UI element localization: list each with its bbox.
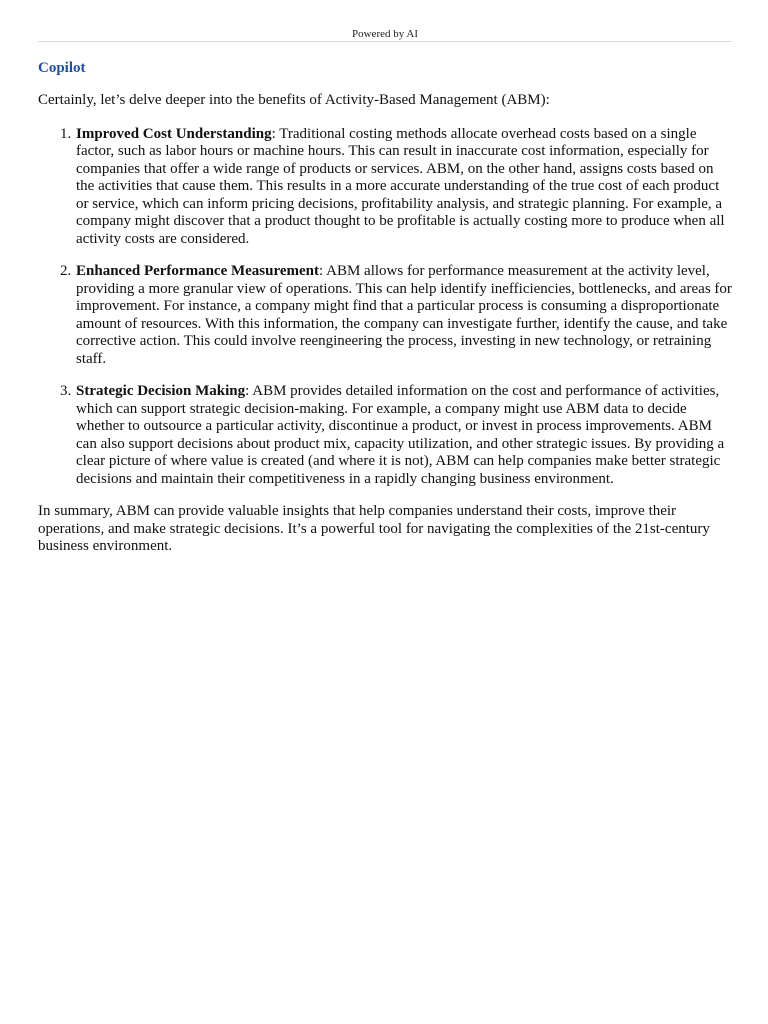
page-header: Powered by AI <box>352 28 418 40</box>
list-item <box>75 263 732 368</box>
summary-paragraph: In summary, ABM can provide valuable insights that help companies understand their costs, improve their operations, and make strategic decisions. It’s a powerful tool for navigating the complexities of the 21st-century business environment. <box>38 503 710 554</box>
list-item <box>75 383 732 488</box>
list-item-body: : ABM allows for performance measurement at the activity level, providing a more granular view of operations. This can help identify inefficiencies, bottlenecks, and areas for improvement. For instance, a company might find that a particular process is consuming a disproportionate amount of resources. With this information, the company can investigate further, identify the cause, and take corrective action. This could involve reengineering the process, investing in new technology, or retraining staff. <box>76 263 732 367</box>
list-item-body: : ABM provides detailed information on the cost and performance of activities, which can support strategic decision-making. For example, a company might use ABM data to decide whether to outsource a particular activity, discontinue a product, or invest in process improvements. ABM can also support decisions about product mix, capacity utilization, and other strategic issues. By providing a clear picture of where value is created (and where it is not), ABM can help companies make better strategic decisions and maintain their competitiveness in a rapidly changing business environment. <box>76 383 725 487</box>
document-page <box>38 0 732 556</box>
benefits-list <box>38 126 732 489</box>
intro-paragraph: Certainly, let’s delve deeper into the benefits of Activity-Based Management (ABM): <box>38 92 550 108</box>
list-item-term: Improved Cost Understanding <box>76 125 272 142</box>
list-item <box>75 126 732 249</box>
list-item-term: Strategic Decision Making <box>76 383 246 399</box>
list-item-body: : Traditional costing methods allocate overhead costs based on a single factor, such as labor hours or machine hours. This can result in inaccurate cost information, especially for companies that offer a wide range of products or services. ABM, on the other hand, assigns costs based on the activities that cause them. This results in a more accurate understanding of the true cost of each product or service, which can inform pricing decisions, profitability analysis, and strategic planning. For example, a company might discover that a product thought to be profitable is actually costing more to produce when all activity costs are considered. <box>76 125 725 247</box>
speaker-label: Copilot <box>38 60 86 76</box>
list-item-term: Enhanced Performance Measurement <box>76 263 320 279</box>
header-divider <box>38 41 732 42</box>
